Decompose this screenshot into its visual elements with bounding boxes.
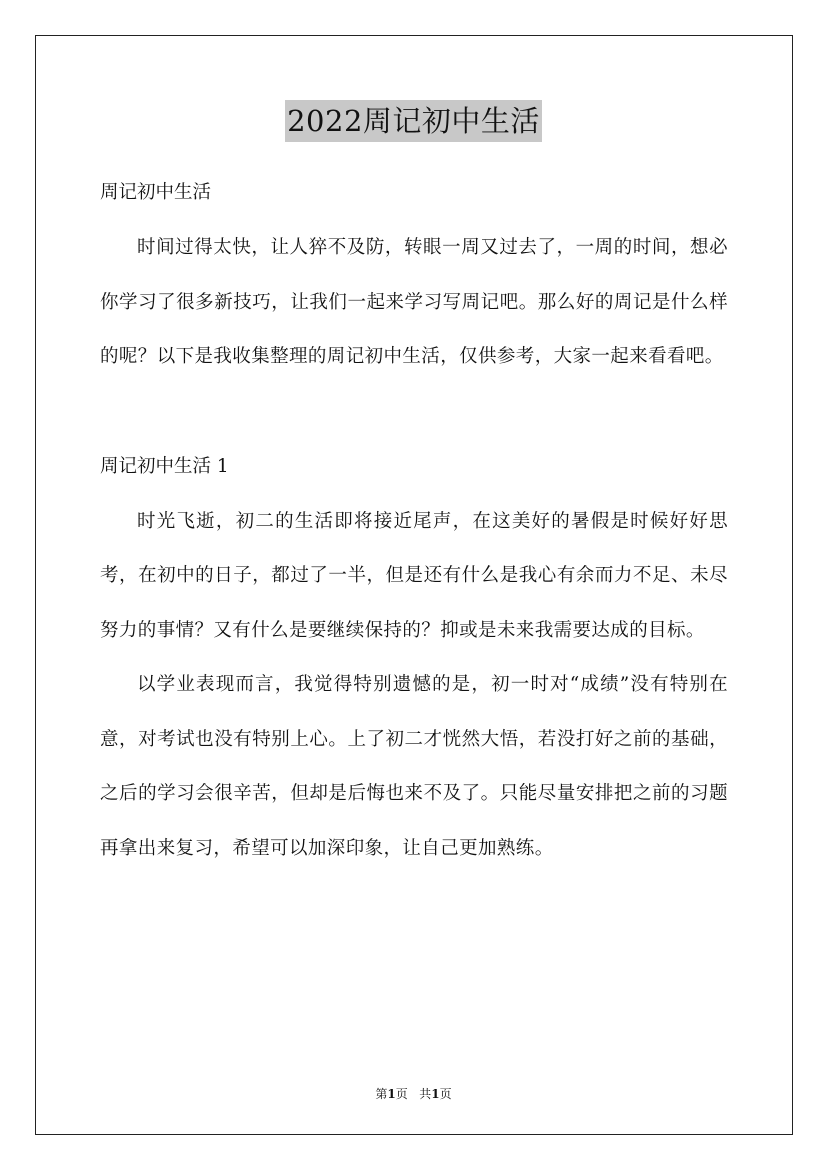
document-title: 2022周记初中生活 (285, 100, 542, 142)
footer-page-suffix: 页 (395, 1087, 408, 1101)
intro-paragraph: 时间过得太快，让人猝不及防，转眼一周又过去了，一周的时间，想必你学习了很多新技巧，让我们一起来学习写周记吧。那么好的周记是什么样的呢？以下是我收集整理的周记初中生活，仅供参考，大家一起来看看吧。 (100, 237, 728, 367)
footer-total-prefix: 共 (419, 1087, 432, 1101)
page-footer (0, 1085, 827, 1102)
section1-paragraph-2: 以学业表现而言，我觉得特别遗憾的是，初一时对“成绩”没有特别在意，对考试也没有特别上心。上了初二才恍然大悟，若没打好之前的基础，之后的学习会很辛苦，但却是后悔也来不及了。只能尽量安排把之前的习题再拿出来复习，希望可以加深印象，让自己更加熟练。 (100, 674, 728, 859)
footer-total-number: 1 (431, 1087, 440, 1101)
section1-paragraph-1: 时光飞逝，初二的生活即将接近尾声，在这美好的暑假是时候好好思考，在初中的日子，都过了一半，但是还有什么是我心有余而力不足、未尽努力的事情？又有什么是要继续保持的？抑或是未来我需要达成的目标。 (100, 510, 728, 641)
footer-page-prefix: 第 (375, 1087, 388, 1101)
footer-page-number: 1 (387, 1087, 396, 1101)
section1-heading: 周记初中生活 1 (100, 455, 229, 477)
document-body (100, 165, 728, 876)
footer-total-suffix: 页 (439, 1087, 452, 1101)
title-container (0, 100, 827, 142)
intro-heading: 周记初中生活 (100, 182, 212, 203)
section-spacer (100, 385, 728, 439)
